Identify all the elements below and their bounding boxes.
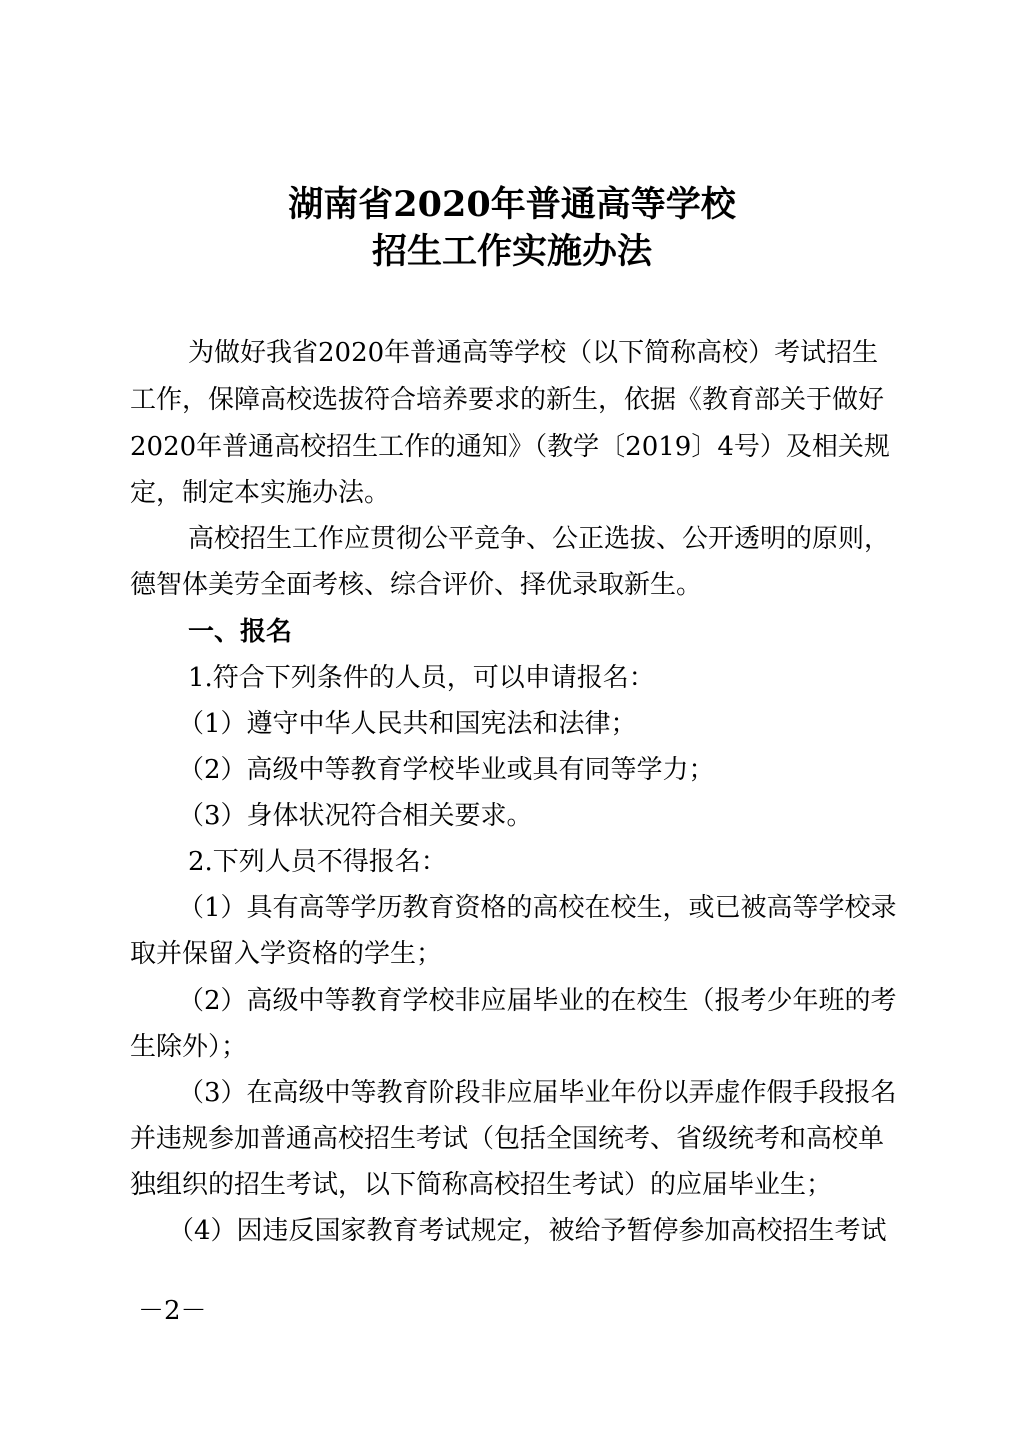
intro-paragraph-cont [130,385,884,415]
principle-line: 高校招生工作应贯彻公平竞争、公正选拔、公开透明的原则， [188,524,891,554]
page-number: －2－ [138,1296,207,1326]
section-heading: 一、报名 [188,617,293,647]
intro-paragraph-cont [130,432,890,462]
document-title-line-1: 湖南省2020年普通高等学校 [288,184,736,225]
condition-item: （3）身体状况符合相关要求。 [178,801,533,831]
intro-line: 2020年普通高校招生工作的通知》（教学〔2019〕4号）及相关规 [130,432,890,462]
condition-item: （2）高级中等教育学校毕业或具有同等学力； [178,755,715,785]
document-title-line-2: 招生工作实施办法 [371,231,652,272]
exclusion-item: （2）高级中等教育学校非应届毕业的在校生（报考少年班的考 [178,986,897,1016]
intro-line: 为做好我省2020年普通高等学校（以下简称高校）考试招生 [188,338,879,368]
exclusion-item-cont: 并违规参加普通高校招生考试（包括全国统考、省级统考和高校单 [130,1124,885,1154]
exclusion-item-cont: 生除外）； [130,1032,248,1062]
principle-paragraph [188,524,890,554]
condition-item: （1）遵守中华人民共和国宪法和法律； [178,709,637,739]
principle-paragraph-cont [130,570,702,600]
intro-paragraph-cont [130,478,390,508]
exclusion-item-cont: 取并保留入学资格的学生； [130,939,443,969]
exclusion-item: （1）具有高等学历教育资格的高校在校生，或已被高等学校录 [178,893,897,923]
registration-conditions: 1.符合下列条件的人员，可以申请报名： [188,663,655,693]
intro-line: 定，制定本实施办法。 [130,478,391,508]
exclusion-item-cont: 独组织的招生考试，以下简称高校招生考试）的应届毕业生； [130,1170,833,1200]
exclusion-intro: 2.下列人员不得报名： [188,847,447,877]
principle-line: 德智体美劳全面考核、综合评价、择优录取新生。 [130,570,703,600]
intro-paragraph [188,338,878,368]
exclusion-item: （4）因违反国家教育考试规定，被给予暂停参加高校招生考试 [168,1216,887,1246]
intro-line: 工作，保障高校选拔符合培养要求的新生，依据《教育部关于做好 [130,385,885,415]
exclusion-item: （3）在高级中等教育阶段非应届毕业年份以弄虚作假手段报名 [178,1078,897,1108]
